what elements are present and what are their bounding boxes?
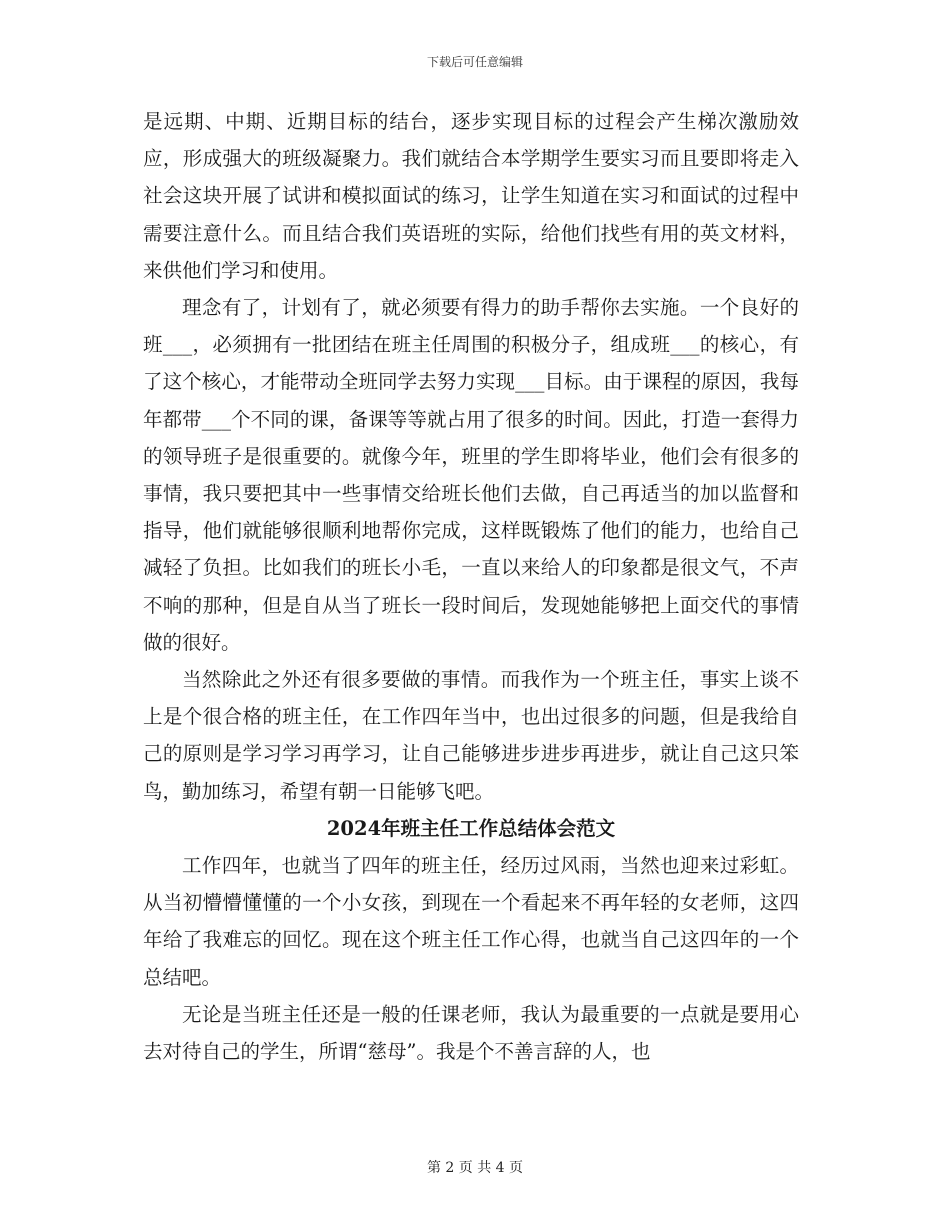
- page-header: 下载后可任意编辑: [426, 55, 523, 69]
- paragraph-assistants: 理念有了，计划有了，就必须要有得力的助手帮你去实施。一个良好的班___，必须拥有一批团结在班主任周围的积极分子，组成班___的核心，有了这个核心，才能带动全班同学去努力实现___目标。由于课程的原因，我每年都带___个不同的课，备课等等就占用了很多的时间。因此，打造一套得力的领导班子是很重要的。就像今年，班里的学生即将毕业，他们会有很多的事情，我只要把其中一些事情交给班长他们去做，自己再适当的加以监督和指导，他们就能够很顺利地帮你完成，这样既锻炼了他们的能力，也给自己减轻了负担。比如我们的班长小毛，一直以来给人的印象都是很文气，不声不响的那种，但是自从当了班长一段时间后，发现她能够把上面交代的事情做的很好。: [143, 296, 799, 654]
- page-footer: 第 2 页 共 4 页: [426, 1160, 524, 1176]
- document-body: [143, 103, 799, 1070]
- paragraph-self-reflection: 当然除此之外还有很多要做的事情。而我作为一个班主任，事实上谈不上是个很合格的班主任，在工作四年当中，也出过很多的问题，但是我给自己的原则是学习学习再学习，让自己能够进步进步再进步，就让自己这只笨鸟，勤加练习，希望有朝一日能够飞吧。: [143, 668, 799, 803]
- section-title: 2024年班主任工作总结体会范文: [326, 816, 616, 840]
- paragraph-four-years: 工作四年，也就当了四年的班主任，经历过风雨，当然也迎来过彩虹。从当初懵懵懂懂的一个小女孩，到现在一个看起来不再年轻的女老师，这四年给了我难忘的回忆。现在这个班主任工作心得，也就当自己这四年的一个总结吧。: [143, 854, 799, 989]
- paragraph-care-for-students: 无论是当班主任还是一般的任课老师，我认为最重要的一点就是要用心去对待自己的学生，所谓“慈母”。我是个不善言辞的人，也: [143, 1002, 799, 1064]
- paragraph-continuation: 是远期、中期、近期目标的结台，逐步实现目标的过程会产生梯次激励效应，形成强大的班级凝聚力。我们就结合本学期学生要实习而且要即将走入社会这块开展了试讲和模拟面试的练习，让学生知道在实习和面试的过程中需要注意什么。而且结合我们英语班的实际，给他们找些有用的英文材料，来供他们学习和使用。: [143, 110, 799, 282]
